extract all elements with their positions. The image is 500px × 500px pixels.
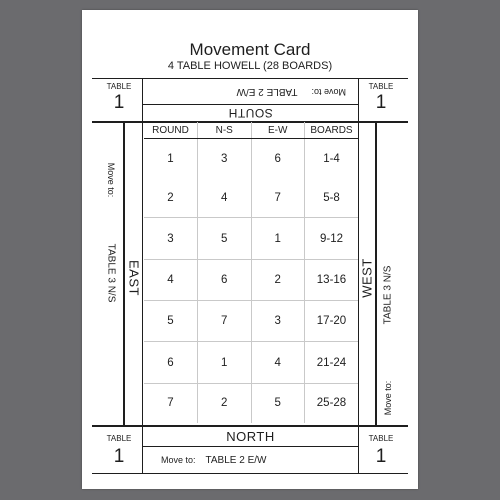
ew-cell: 6 — [251, 139, 305, 179]
ew-cell: 5 — [251, 383, 305, 423]
left-inner-vertical-line — [142, 78, 143, 474]
boards-cell: 13-16 — [305, 259, 359, 300]
table-row — [144, 383, 358, 423]
ns-cell: 3 — [198, 139, 252, 179]
east-move-target: TABLE 3 N/S — [105, 243, 117, 303]
ns-cell: 7 — [198, 301, 252, 342]
card-subtitle: 4 TABLE HOWELL (28 BOARDS) — [167, 60, 333, 72]
south-label: SOUTH — [228, 106, 273, 120]
ew-cell: 3 — [251, 301, 305, 342]
ns-cell: 4 — [198, 178, 252, 218]
west-column-line — [375, 123, 377, 425]
header-boards: BOARDS — [305, 122, 359, 139]
corner-bottom-left-number: 1 — [113, 446, 125, 467]
ns-cell: 1 — [198, 342, 252, 383]
top-border-line — [92, 78, 408, 79]
west-move-target: TABLE 3 N/S — [382, 265, 394, 325]
table-row — [144, 218, 358, 259]
round-cell: 7 — [144, 383, 198, 423]
south-move-target: TABLE 2 E/W — [236, 86, 298, 98]
round-cell: 5 — [144, 301, 198, 342]
movement-card — [82, 10, 418, 489]
bottom-border-line — [92, 473, 408, 474]
round-cell: 6 — [144, 342, 198, 383]
table-row — [144, 178, 358, 218]
corner-bottom-right-number: 1 — [375, 446, 387, 467]
table-row — [144, 139, 358, 179]
north-move-target: TABLE 2 E/W — [205, 454, 267, 466]
header-ns: N-S — [198, 122, 252, 139]
boards-cell: 9-12 — [305, 218, 359, 259]
header-ew: E-W — [251, 122, 305, 139]
north-label-bottom-line — [142, 446, 358, 447]
table-row — [144, 259, 358, 300]
ew-cell: 7 — [251, 178, 305, 218]
boards-cell: 17-20 — [305, 301, 359, 342]
ns-cell: 6 — [198, 259, 252, 300]
ew-cell: 2 — [251, 259, 305, 300]
north-move-label: Move to: — [161, 455, 196, 465]
round-cell: 1 — [144, 139, 198, 179]
boards-cell: 25-28 — [305, 383, 359, 423]
schedule-header-row — [144, 122, 358, 139]
south-move-row — [143, 80, 358, 104]
west-label: WEST — [359, 258, 375, 298]
corner-bottom-left-label: TABLE — [106, 434, 132, 443]
north-label: NORTH — [226, 429, 275, 444]
north-move-row — [143, 448, 358, 472]
ns-cell: 2 — [198, 383, 252, 423]
schedule-table — [144, 122, 358, 423]
corner-bottom-right-label: TABLE — [368, 434, 394, 443]
round-cell: 4 — [144, 259, 198, 300]
corner-top-right-label: TABLE — [368, 82, 394, 91]
boards-cell: 1-4 — [305, 139, 359, 179]
table-row — [144, 301, 358, 342]
card-title: Movement Card — [189, 40, 311, 59]
ew-cell: 1 — [251, 218, 305, 259]
ew-cell: 4 — [251, 342, 305, 383]
round-cell: 3 — [144, 218, 198, 259]
boards-cell: 21-24 — [305, 342, 359, 383]
east-move-label: Move to: — [106, 162, 116, 198]
corner-top-left-label: TABLE — [106, 82, 132, 91]
table-row — [144, 342, 358, 383]
east-column-line — [123, 123, 125, 425]
header-round: ROUND — [144, 122, 198, 139]
east-label: EAST — [126, 260, 142, 296]
corner-top-left-number: 1 — [113, 92, 125, 113]
west-move-label: Move to: — [383, 380, 393, 416]
boards-cell: 5-8 — [305, 178, 359, 218]
corner-top-right-number: 1 — [375, 92, 387, 113]
south-move-label: Move to: — [311, 87, 346, 97]
ns-cell: 5 — [198, 218, 252, 259]
round-cell: 2 — [167, 191, 174, 204]
